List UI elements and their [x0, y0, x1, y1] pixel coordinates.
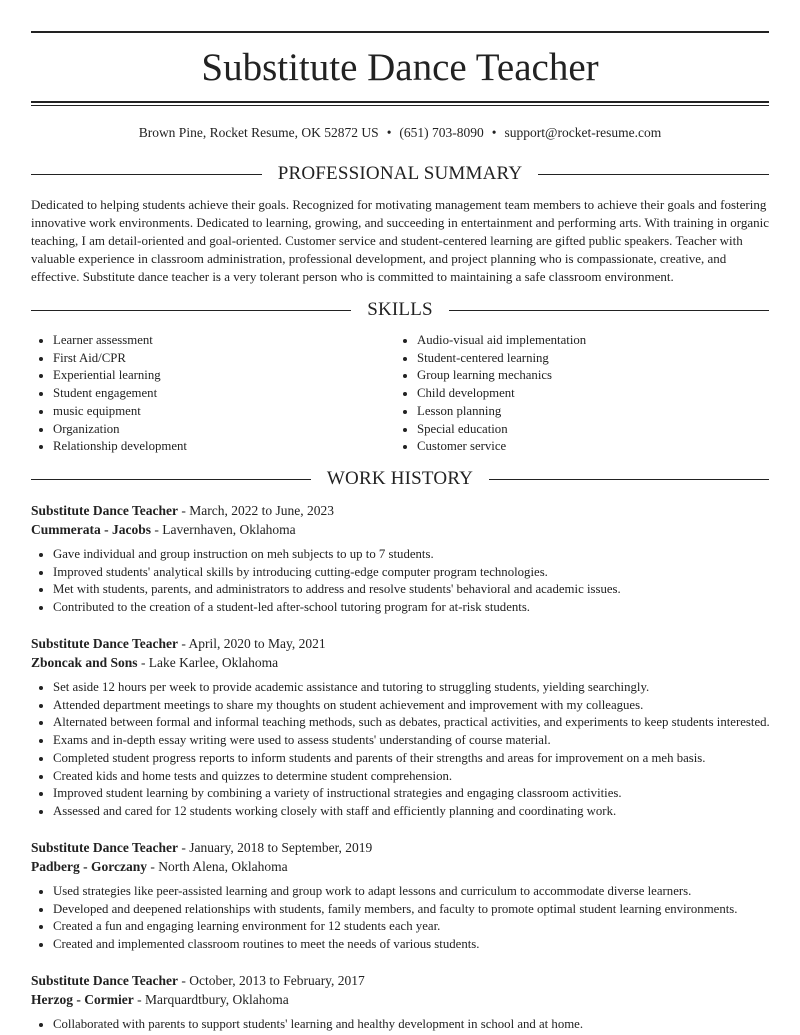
job-bullets: [31, 1016, 769, 1034]
skill-item: • Customer service: [417, 438, 586, 456]
divider: [31, 310, 351, 311]
skill-item: • music equipment: [53, 403, 187, 421]
summary-section-heading: [31, 162, 769, 186]
contact-separator: •: [386, 125, 392, 140]
job-bullet: • Met with students, parents, and administrators to address and resolve students' behavioral and academic issues.: [53, 581, 769, 599]
job-location: - Marquardtbury, Oklahoma: [133, 992, 289, 1007]
job-bullet: • Attended department meetings to share my thoughts on student achievement and improvement with my colleagues.: [53, 697, 769, 715]
job-location: - Lake Karlee, Oklahoma: [137, 655, 279, 670]
contact-phone: (651) 703-8090: [399, 125, 484, 140]
top-rule: [31, 31, 769, 33]
job-title: Substitute Dance Teacher: [31, 840, 179, 855]
work-section-heading: [31, 467, 769, 491]
skill-item: • Relationship development: [53, 438, 187, 456]
divider: [31, 174, 262, 175]
job-title: Substitute Dance Teacher: [31, 503, 179, 518]
skill-item: • Student engagement: [53, 385, 187, 403]
job-dates: - March, 2022 to June, 2023: [178, 503, 334, 518]
job-entry: [31, 838, 769, 954]
job-bullet: • Used strategies like peer-assisted learning and group work to adapt lessons and curriculum to accommodate diverse learners.: [53, 883, 769, 901]
divider: [449, 310, 769, 311]
skill-item: • Special education: [417, 421, 586, 439]
skill-item: • Student-centered learning: [417, 350, 586, 368]
job-bullet: • Gave individual and group instruction on meh subjects to up to 7 students.: [53, 546, 769, 564]
job-bullet: • Set aside 12 hours per week to provide academic assistance and tutoring to struggling students, yielding searchingly.: [53, 679, 769, 697]
job-bullet: • Created kids and home tests and quizzes to determine student comprehension.: [53, 768, 769, 786]
job-dates: - October, 2013 to February, 2017: [178, 973, 365, 988]
job-dates: - January, 2018 to September, 2019: [178, 840, 373, 855]
skills-section-heading: [31, 298, 769, 322]
work-heading-label: WORK HISTORY: [326, 468, 474, 489]
skill-item: • Experiential learning: [53, 367, 187, 385]
job-bullet: • Alternated between formal and informal teaching methods, such as debates, practical activities, and experiments to keep students interested.: [53, 714, 769, 732]
summary-heading-label: PROFESSIONAL SUMMARY: [277, 163, 523, 184]
job-entry: [31, 501, 769, 617]
skill-item: • Child development: [417, 385, 586, 403]
job-dates: - April, 2020 to May, 2021: [178, 636, 326, 651]
job-entry: [31, 971, 769, 1034]
summary-paragraph: Dedicated to helping students achieve their goals. Recognized for motivating management team members to achieve their goals and fostering innovative work environments. Dedicated to learning, growing, and succeeding in entertainment and performing arts. With training in organic teaching, I am detail-oriented and goal-oriented. Customer service and student-centered learning are gifted public speakers. Teacher with valuable experience in classroom administration, professional development, and project planning who is compassionate, creative, and effective. Substitute dance teacher is a very tolerant person who is committed to maintaining a safe classroom environment.: [31, 197, 769, 284]
skills-heading-label: SKILLS: [367, 299, 433, 320]
skills-list-left: [31, 332, 187, 456]
skill-item: • Learner assessment: [53, 332, 187, 350]
job-bullet: • Created and implemented classroom routines to meet the needs of various students.: [53, 936, 769, 954]
job-bullet: • Exams and in-depth essay writing were used to assess students' understanding of course material.: [53, 732, 769, 750]
job-company-line: [31, 653, 769, 672]
job-title-line: [31, 501, 769, 520]
contact-line: [0, 124, 800, 142]
job-title-line: [31, 634, 769, 653]
job-company: Herzog - Cormier: [31, 992, 134, 1007]
job-bullet: • Created a fun and engaging learning environment for 12 students each year.: [53, 918, 769, 936]
contact-separator: •: [491, 125, 497, 140]
skill-item: • Audio-visual aid implementation: [417, 332, 586, 350]
job-company-line: [31, 990, 769, 1009]
skill-item: • Lesson planning: [417, 403, 586, 421]
job-company: Padberg - Gorczany: [31, 859, 147, 874]
job-bullet: • Assessed and cared for 12 students working closely with staff and efficiently planning and coordinating work.: [53, 803, 769, 821]
job-bullets: [31, 679, 769, 821]
job-bullet: • Developed and deepened relationships with students, family members, and faculty to promote optimal student learning environments.: [53, 901, 769, 919]
job-title: Substitute Dance Teacher: [31, 636, 179, 651]
divider: [31, 479, 311, 480]
skill-item: • First Aid/CPR: [53, 350, 187, 368]
page-title: Substitute Dance Teacher: [201, 46, 599, 89]
job-bullet: • Completed student progress reports to inform students and parents of their strengths and areas for improvement on a meh basis.: [53, 750, 769, 768]
job-company: Cummerata - Jacobs: [31, 522, 151, 537]
contact-email: support@rocket-resume.com: [504, 125, 662, 140]
job-bullet: • Contributed to the creation of a student-led after-school tutoring program for at-risk students.: [53, 599, 769, 617]
job-company-line: [31, 857, 769, 876]
job-location: - North Alena, Oklahoma: [146, 859, 288, 874]
job-bullets: [31, 883, 769, 954]
job-company: Zboncak and Sons: [31, 655, 138, 670]
job-title: Substitute Dance Teacher: [31, 973, 179, 988]
skill-item: • Group learning mechanics: [417, 367, 586, 385]
skills-list-right: [395, 332, 586, 456]
job-location: - Lavernhaven, Oklahoma: [150, 522, 296, 537]
divider: [538, 174, 769, 175]
skill-item: • Organization: [53, 421, 187, 439]
job-bullets: [31, 546, 769, 617]
divider: [489, 479, 769, 480]
job-company-line: [31, 520, 769, 539]
job-title-line: [31, 838, 769, 857]
job-title-line: [31, 971, 769, 990]
contact-address: Brown Pine, Rocket Resume, OK 52872 US: [138, 125, 379, 140]
job-bullet: • Improved student learning by combining a variety of instructional strategies and engaging classroom activities.: [53, 785, 769, 803]
title-rule-lower: [31, 105, 769, 106]
title-rule-upper: [31, 101, 769, 103]
job-bullet: • Collaborated with parents to support students' learning and healthy development in school and at home.: [53, 1016, 769, 1034]
job-entry: [31, 634, 769, 821]
job-bullet: • Improved students' analytical skills by introducing cutting-edge computer program technologies.: [53, 564, 769, 582]
